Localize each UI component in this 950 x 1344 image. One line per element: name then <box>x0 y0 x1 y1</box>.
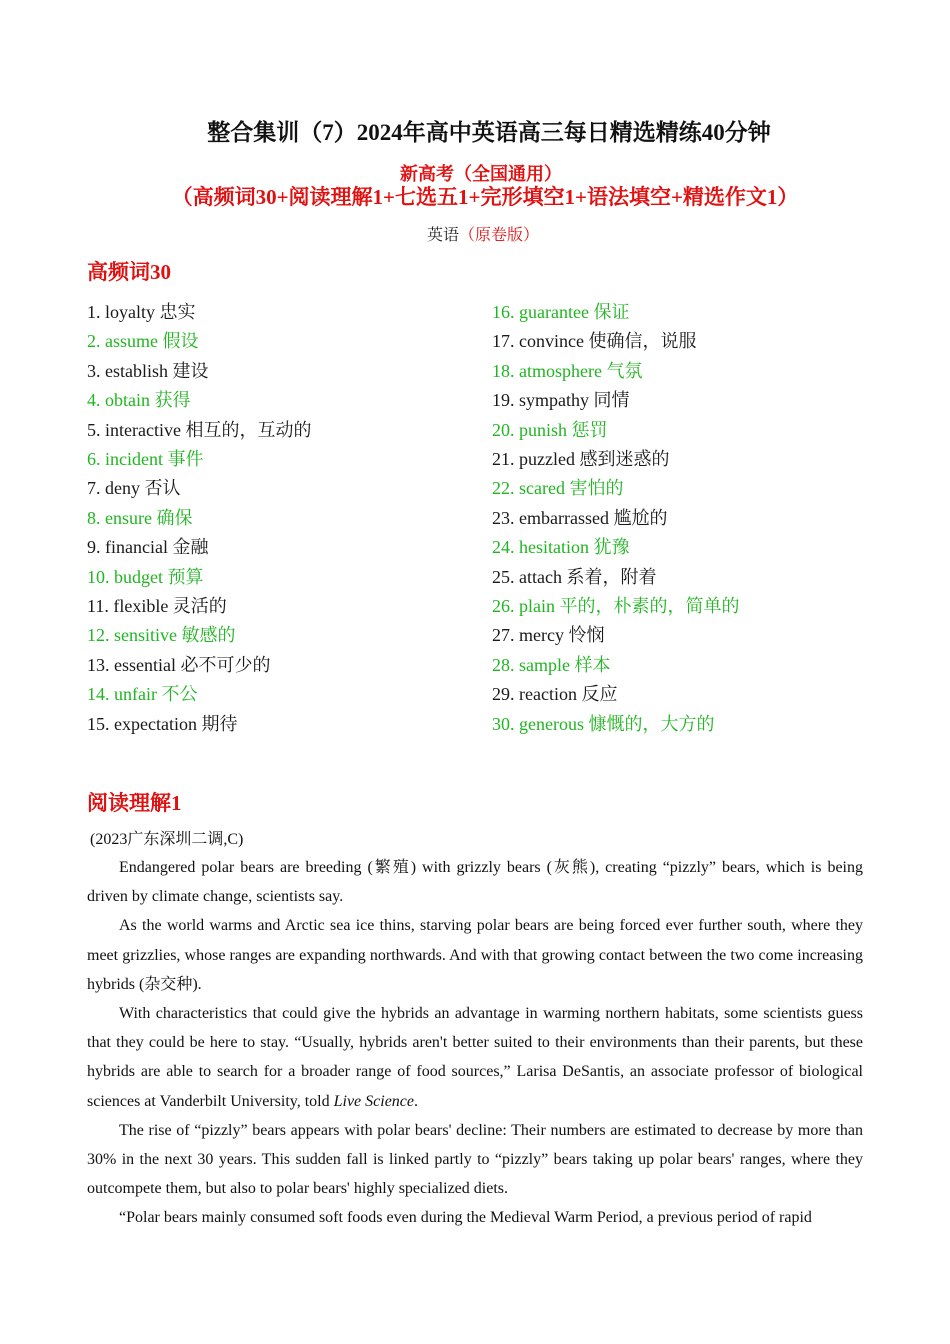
edition-line <box>0 222 950 245</box>
vocab-item: 21. puzzled 感到迷惑的 <box>492 449 670 470</box>
vocab-item: 4. obtain 获得 <box>87 390 191 411</box>
vocab-item: 5. interactive 相互的，互动的 <box>87 419 312 440</box>
reading-section-heading: 阅读理解1 <box>87 791 182 815</box>
document-contents-line: （高频词30+阅读理解1+七选五1+完形填空1+语法填空+精选作文1） <box>171 185 799 209</box>
reading-paragraph-5: “Polar bears mainly consumed soft foods even during the Medieval Warm Period, a previous period of rapid <box>119 1209 812 1227</box>
document-title: 整合集训（7）2024年高中英语高三每日精选精练40分钟 <box>207 120 771 145</box>
vocab-item: 23. embarrassed 尴尬的 <box>492 507 668 528</box>
vocab-section-heading: 高频词30 <box>87 260 171 284</box>
vocab-item: 3. establish 建设 <box>87 360 209 381</box>
vocab-item: 6. incident 事件 <box>87 449 204 470</box>
vocab-item: 30. generous 慷慨的，大方的 <box>492 713 715 734</box>
document-subtitle: 新高考（全国通用） <box>400 164 562 184</box>
vocab-item: 16. guarantee 保证 <box>492 302 630 322</box>
vocab-item: 7. deny 否认 <box>87 478 181 499</box>
reading-paragraph-3 <box>87 999 863 1116</box>
edition-prefix: 英语 <box>426 227 459 244</box>
reading-paragraph-1: Endangered polar bears are breeding (繁殖) with grizzly bears (灰熊), creating “pizzly” bears, which is being driven by climate change, scientists say. <box>87 859 863 906</box>
reading-paragraph-4: The rise of “pizzly” bears appears with polar bears' decline: Their numbers are estimated to decrease by more than 30% in the next 30 years. This sudden fall is linked partly to “pizzly” bears taking up polar bears' ranges, where they outcompete them, but also to polar bears' highly specialized diets. <box>87 1121 863 1198</box>
vocab-item: 18. atmosphere 气氛 <box>492 360 643 381</box>
vocab-item: 13. essential 必不可少的 <box>87 654 271 675</box>
vocab-list-left <box>87 298 311 739</box>
vocab-item: 14. unfair 不公 <box>87 684 198 705</box>
vocab-item: 15. expectation 期待 <box>87 713 238 734</box>
vocab-item: 1. loyalty 忠实 <box>87 302 196 322</box>
reading-paragraph-2: As the world warms and Arctic sea ice thins, starving polar bears are being forced ever further south, where they meet grizzlies, whose ranges are expanding northwards. And with that growing contact between the two come increasing hybrids (杂交种). <box>87 917 863 993</box>
vocab-item: 10. budget 预算 <box>87 566 204 587</box>
vocab-item: 24. hesitation 犹豫 <box>492 537 630 558</box>
vocab-item: 17. convince 使确信，说服 <box>492 331 697 352</box>
vocab-item: 26. plain 平的，朴素的，简单的 <box>492 596 740 617</box>
paragraph-3-text: With characteristics that could give the hybrids an advantage in warming northern habitats, some scientists guess that they could be here to stay. “Usually, hybrids aren't better suited to their environments than their parents, but these hybrids are able to search for a broader range of food sources,” Larisa DeSantis, an associate professor of biological sciences at Vanderbilt University, told <box>87 1005 863 1110</box>
vocab-item: 27. mercy 怜悯 <box>492 625 605 646</box>
paragraph-3-end: . <box>414 1092 419 1110</box>
vocab-item: 9. financial 金融 <box>87 537 209 558</box>
vocab-item: 2. assume 假设 <box>87 331 199 352</box>
vocab-item: 8. ensure 确保 <box>87 507 193 528</box>
edition-highlight: （原卷版） <box>459 227 540 244</box>
vocab-item: 25. attach 系着，附着 <box>492 566 657 587</box>
vocab-item: 12. sensitive 敏感的 <box>87 625 236 646</box>
vocab-item: 20. punish 惩罚 <box>492 419 608 440</box>
reading-source: (2023广东深圳二调,C) <box>90 831 244 848</box>
vocab-item: 29. reaction 反应 <box>492 684 618 705</box>
publication-name: Live Science <box>333 1092 415 1110</box>
vocab-item: 19. sympathy 同情 <box>492 390 630 411</box>
vocab-list-right <box>492 298 740 739</box>
reading-passage <box>87 853 863 1233</box>
vocab-item: 22. scared 害怕的 <box>492 478 624 499</box>
vocab-item: 28. sample 样本 <box>492 654 611 675</box>
vocab-item: 11. flexible 灵活的 <box>87 596 227 617</box>
